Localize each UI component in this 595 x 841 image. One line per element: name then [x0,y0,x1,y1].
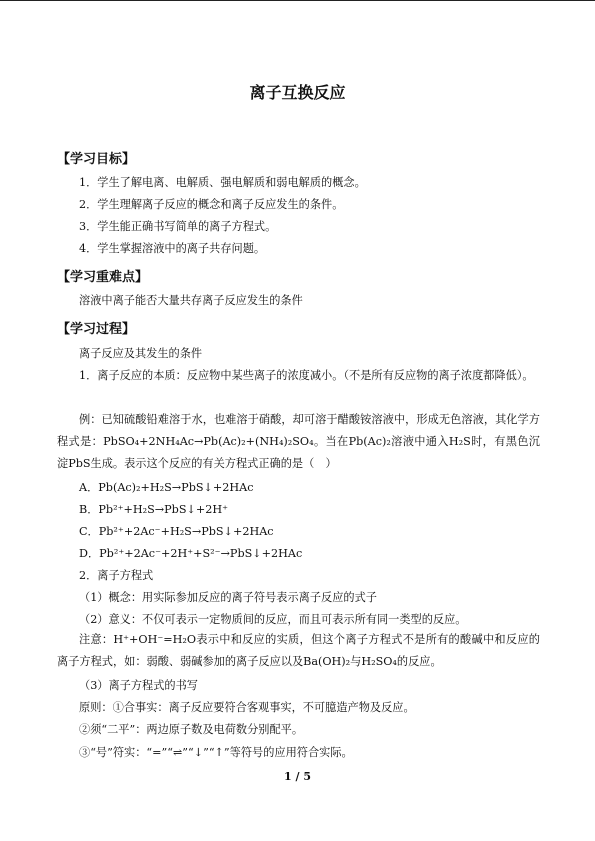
option-a: A．Pb(Ac)₂+H₂S→PbS↓+2HAc [79,481,254,494]
meaning-line: （2）意义：不仅可表示一定物质间的反应，而且可表示所有同一类型的反应。 [79,613,467,626]
objective-item: 4．学生掌握溶液中的离子共存问题。 [79,242,266,255]
document-title: 离子互换反应 [249,83,346,102]
key-points-heading: 【学习重难点】 [57,270,149,285]
paragraph-example: 例：已知硫酸铅难溶于水，也难溶于硝酸，却可溶于醋酸铵溶液中，形成无色溶液，其化学方程式是：PbSO₄+2NH₄Ac→Pb(Ac)₂+(NH₄)₂SO₄。当在Pb(Ac)₂溶液中通入H₂S时，有黑色沉淀PbS生成。表示这个反应的有关方程式正确的是（ ） [57,413,540,470]
rule-3: ③“号”符实：“=”“⇌”“↓”“↑”等符号的应用符合实际。 [79,746,353,759]
process-subtitle: 离子反应及其发生的条件 [79,347,203,360]
page-number: 1 / 5 [284,770,311,783]
objectives-heading: 【学习目标】 [57,152,136,167]
objective-item: 1．学生了解电离、电解质、强电解质和弱电解质的概念。 [79,176,366,189]
option-d: D．Pb²⁺+2Ac⁻+2H⁺+S²⁻→PbS↓+2HAc [79,547,303,560]
concept-line: （1）概念：用实际参加反应的离子符号表示离子反应的式子 [79,591,377,604]
header-rule [0,0,595,1]
option-c: C．Pb²⁺+2Ac⁻+H₂S→PbS↓+2HAc [79,525,274,538]
paragraph-ion-reaction-essence: 1．离子反应的本质：反应物中某些离子的浓度减小。（不是所有反应物的离子浓度都降低）。 [79,369,534,382]
section-ion-equation: 2．离子方程式 [79,569,154,582]
process-heading: 【学习过程】 [57,322,136,337]
writing-heading: （3）离子方程式的书写 [79,679,198,692]
option-b: B．Pb²⁺+H₂S→PbS↓+2H⁺ [79,503,229,516]
paragraph-note: 注意：H⁺+OH⁻=H₂O表示中和反应的实质，但这个离子方程式不是所有的酸碱中和反应的离子方程式，如：弱酸、弱碱参加的离子反应以及Ba(OH)₂与H₂SO₄的反应。 [57,633,540,668]
key-points-text: 溶液中离子能否大量共存离子反应发生的条件 [79,294,303,307]
rule-2: ②须“二平”：两边原子数及电荷数分别配平。 [79,723,304,736]
rule-1: 原则：①合事实：离子反应要符合客观事实，不可臆造产物及反应。 [79,701,415,714]
objective-item: 2．学生理解离子反应的概念和离子反应发生的条件。 [79,198,344,211]
objective-item: 3．学生能正确书写简单的离子方程式。 [79,220,277,233]
